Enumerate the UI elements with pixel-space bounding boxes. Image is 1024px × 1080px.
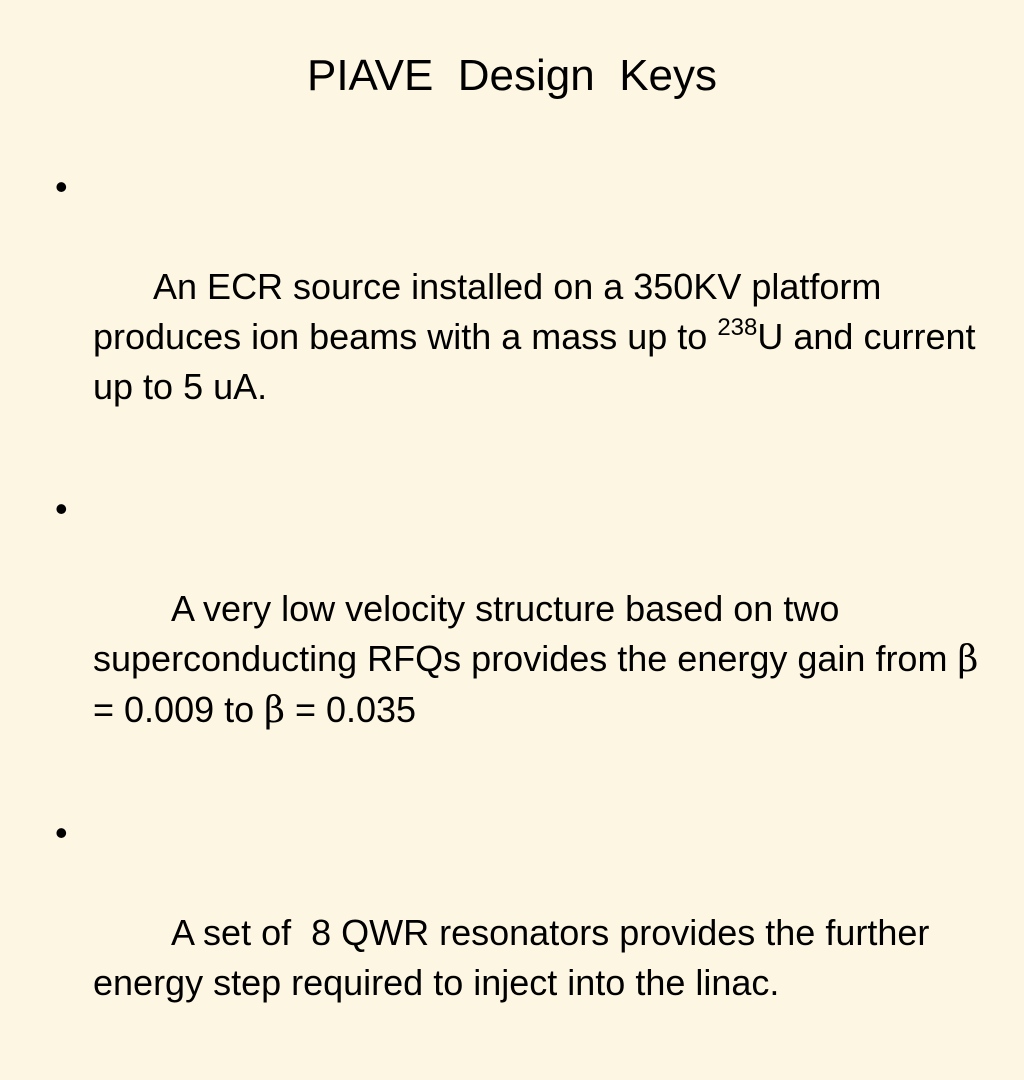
beta-symbol: β — [957, 639, 979, 680]
bullet-text: U and current up to 5 uA. — [93, 316, 986, 407]
bullet-list — [0, 162, 1024, 1080]
isotope-superscript: 238 — [717, 314, 758, 341]
bullet-icon: • — [55, 166, 68, 207]
bullet-text: = 0.009 to — [93, 638, 989, 730]
beta-symbol: β — [264, 690, 285, 731]
bullet-text: A set of 8 QWR resonators provides the further energy step required to inject into the linac. — [93, 912, 940, 1003]
bullet-icon: • — [55, 812, 68, 853]
bullet-icon: • — [55, 488, 68, 529]
bullet-item-ecr-source — [0, 162, 1024, 462]
bullet-text: A very low velocity structure based on two superconducting RFQs provides the energy gain from — [93, 588, 958, 679]
bullet-item-qwr-resonators — [0, 808, 1024, 1058]
slide-title: PIAVE Design Keys — [306, 51, 718, 100]
bullet-text: = 0.035 — [284, 689, 417, 730]
bullet-text: An ECR source installed on a 350KV platform produces ion beams with a mass up to — [93, 266, 892, 357]
bullet-item-rfq-structure — [0, 484, 1024, 786]
